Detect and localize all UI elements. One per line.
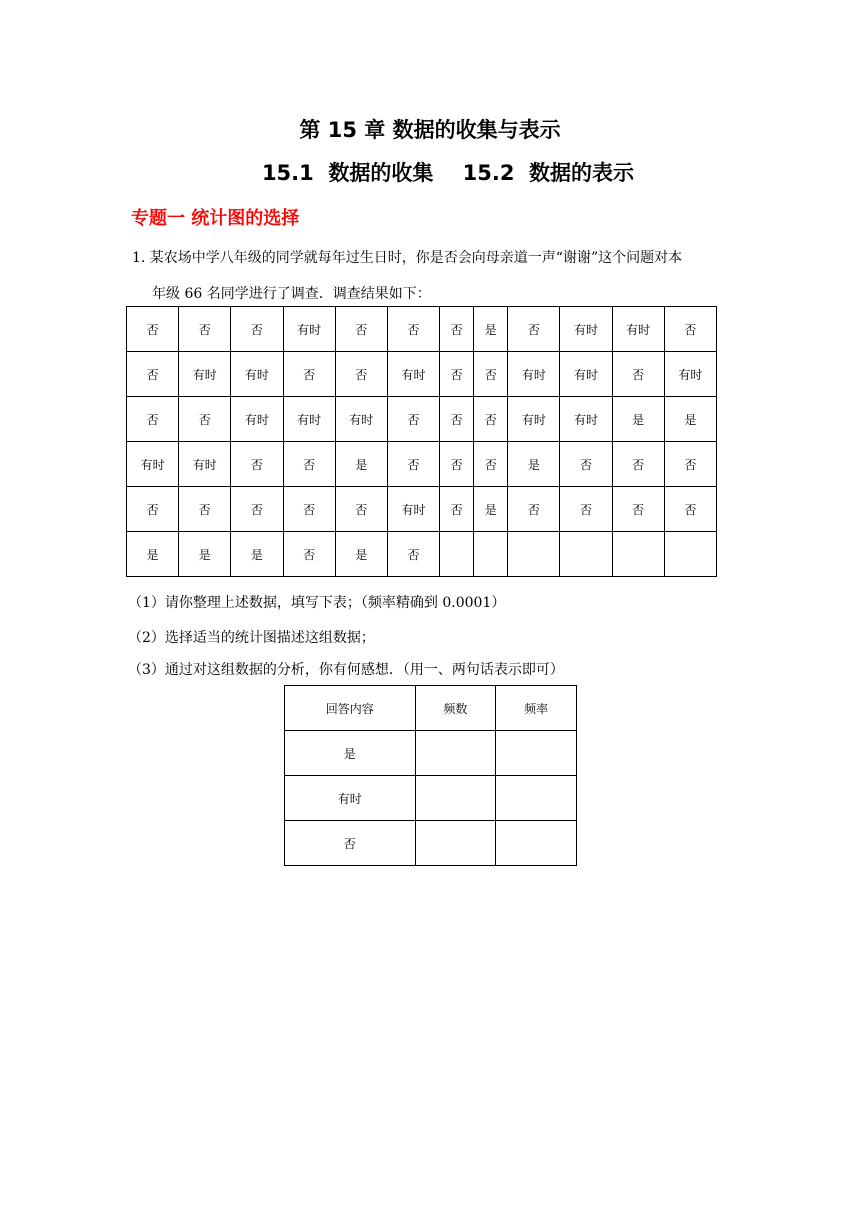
answer-input-cell[interactable] (496, 821, 577, 866)
survey-cell: 否 (387, 307, 439, 352)
survey-cell: 否 (179, 487, 231, 532)
survey-row (127, 397, 717, 442)
frequency-header-row (285, 686, 577, 731)
survey-cell: 否 (664, 307, 716, 352)
answer-input-cell[interactable] (496, 731, 577, 776)
survey-cell: 是 (474, 307, 508, 352)
frequency-row (285, 731, 577, 776)
survey-cell: 否 (335, 352, 387, 397)
survey-cell: 否 (440, 397, 474, 442)
survey-cell: 否 (664, 487, 716, 532)
survey-cell: 有时 (508, 352, 560, 397)
survey-cell: 有时 (231, 352, 283, 397)
header-answer: 回答内容 (285, 686, 416, 731)
survey-cell: 否 (440, 307, 474, 352)
subquestion-3: （3）通过对这组数据的分析，你有何感想．（用一、两句话表示即可） (128, 662, 564, 678)
survey-cell: 否 (560, 487, 612, 532)
survey-cell: 否 (127, 352, 179, 397)
survey-cell: 是 (231, 532, 283, 577)
header-frequency-rate: 频率 (496, 686, 577, 731)
survey-cell: 否 (387, 397, 439, 442)
survey-cell (560, 532, 612, 577)
frequency-table (284, 685, 577, 866)
survey-cell: 否 (127, 487, 179, 532)
survey-cell: 有时 (560, 307, 612, 352)
topic-heading: 专题一 统计图的选择 (131, 208, 300, 229)
survey-cell: 是 (127, 532, 179, 577)
question-1-line-2: 年级 66 名同学进行了调查．调查结果如下： (152, 286, 431, 302)
survey-cell: 否 (508, 487, 560, 532)
survey-cell: 有时 (387, 487, 439, 532)
frequency-row (285, 776, 577, 821)
survey-cell: 有时 (231, 397, 283, 442)
survey-cell: 有时 (283, 307, 335, 352)
survey-cell: 否 (612, 442, 664, 487)
question-1-line-1: 1. 某农场中学八年级的同学就每年过生日时，你是否会向母亲道一声“谢谢”这个问题对本 (132, 250, 683, 266)
survey-row (127, 442, 717, 487)
section-title: 15.1 数据的收集 15.2 数据的表示 (261, 161, 635, 185)
survey-cell: 否 (179, 397, 231, 442)
survey-row (127, 352, 717, 397)
survey-cell: 否 (560, 442, 612, 487)
survey-cell: 否 (179, 307, 231, 352)
survey-cell: 是 (474, 487, 508, 532)
survey-cell: 否 (335, 487, 387, 532)
answer-input-cell[interactable] (415, 821, 496, 866)
survey-row (127, 307, 717, 352)
answer-label-cell: 否 (285, 821, 416, 866)
survey-cell: 有时 (335, 397, 387, 442)
survey-cell (474, 532, 508, 577)
frequency-row (285, 821, 577, 866)
survey-cell: 否 (440, 487, 474, 532)
survey-cell: 有时 (612, 307, 664, 352)
survey-cell: 有时 (560, 397, 612, 442)
survey-cell: 否 (387, 442, 439, 487)
survey-cell (440, 532, 474, 577)
survey-cell: 否 (127, 307, 179, 352)
survey-cell: 有时 (387, 352, 439, 397)
survey-cell: 否 (474, 442, 508, 487)
chapter-title: 第 15 章 数据的收集与表示 (299, 118, 561, 142)
answer-label-cell: 有时 (285, 776, 416, 821)
survey-cell: 否 (612, 352, 664, 397)
survey-cell: 有时 (283, 397, 335, 442)
answer-input-cell[interactable] (415, 776, 496, 821)
survey-cell: 否 (231, 487, 283, 532)
subquestion-1: （1）请你整理上述数据，填写下表；（频率精确到 0.0001） (128, 595, 506, 611)
survey-cell: 否 (283, 352, 335, 397)
survey-cell: 是 (612, 397, 664, 442)
survey-cell: 否 (387, 532, 439, 577)
survey-cell (664, 532, 716, 577)
survey-cell: 否 (440, 352, 474, 397)
survey-cell: 否 (283, 487, 335, 532)
survey-cell: 否 (231, 442, 283, 487)
subquestion-2: （2）选择适当的统计图描述这组数据； (128, 630, 375, 646)
survey-row (127, 487, 717, 532)
header-frequency-count: 频数 (415, 686, 496, 731)
survey-cell: 是 (664, 397, 716, 442)
survey-cell: 否 (127, 397, 179, 442)
survey-cell: 有时 (179, 442, 231, 487)
survey-cell (612, 532, 664, 577)
survey-cell: 否 (283, 442, 335, 487)
survey-cell: 否 (474, 397, 508, 442)
answer-input-cell[interactable] (496, 776, 577, 821)
survey-cell: 否 (335, 307, 387, 352)
answer-label-cell: 是 (285, 731, 416, 776)
survey-cell: 有时 (664, 352, 716, 397)
survey-cell: 是 (335, 532, 387, 577)
survey-cell: 否 (283, 532, 335, 577)
survey-cell: 否 (664, 442, 716, 487)
survey-cell: 是 (335, 442, 387, 487)
survey-cell: 否 (440, 442, 474, 487)
survey-cell: 否 (231, 307, 283, 352)
survey-cell: 是 (179, 532, 231, 577)
survey-results-table (126, 306, 717, 577)
survey-cell: 是 (508, 442, 560, 487)
survey-cell: 否 (612, 487, 664, 532)
answer-input-cell[interactable] (415, 731, 496, 776)
survey-cell: 否 (508, 307, 560, 352)
survey-row (127, 532, 717, 577)
survey-cell: 否 (474, 352, 508, 397)
survey-cell: 有时 (179, 352, 231, 397)
survey-cell (508, 532, 560, 577)
survey-cell: 有时 (127, 442, 179, 487)
survey-cell: 有时 (508, 397, 560, 442)
survey-cell: 有时 (560, 352, 612, 397)
